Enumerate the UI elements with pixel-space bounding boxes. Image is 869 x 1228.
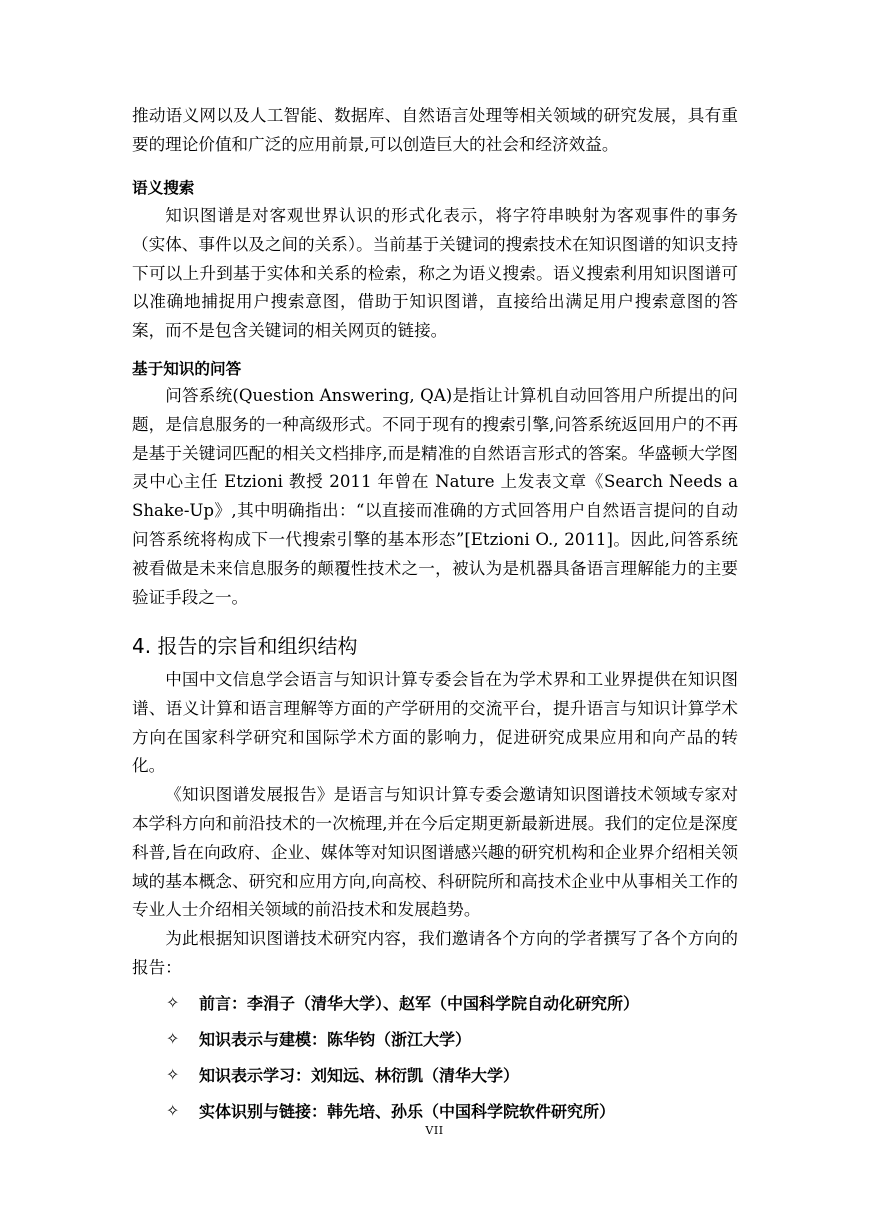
list-item-text: 知识表示与建模：陈华钧（浙江大学）	[199, 1029, 472, 1049]
list-item	[166, 1056, 639, 1092]
qa-section	[132, 382, 738, 612]
diamond-star-icon: ✧	[166, 1100, 180, 1120]
section-4-body	[132, 666, 738, 983]
diamond-star-icon: ✧	[166, 1064, 180, 1084]
page-number: VII	[425, 1124, 444, 1137]
qa-heading: 基于知识的问答	[132, 360, 242, 378]
list-item-text: 知识表示学习：刘知远、林衍凯（清华大学）	[199, 1065, 520, 1085]
semantic-search-paragraph: 知识图谱是对客观世界认识的形式化表示，将字符串映射为客观事件的事务（实体、事件以及之间的关系）。当前基于关键词的搜索技术在知识图谱的知识支持下可以上升到基于实体和关系的检索，称之为语义搜索。语义搜索利用知识图谱可以准确地捕捉用户搜索意图，借助于知识图谱，直接给出满足用户搜索意图的答案，而不是包含关键词的相关网页的链接。	[132, 206, 738, 341]
report-author-list	[166, 984, 639, 1128]
diamond-star-icon: ✧	[166, 1028, 180, 1048]
semantic-search-section	[132, 202, 738, 346]
semantic-search-heading: 语义搜索	[132, 179, 195, 197]
section-4-paragraph-2: 《知识图谱发展报告》是语言与知识计算专委会邀请知识图谱技术领域专家对本学科方向和前沿技术的一次梳理,并在今后定期更新最新进展。我们的定位是深度科普,旨在向政府、企业、媒体等对知识图谱感兴趣的研究机构和企业界介绍相关领域的基本概念、研究和应用方向,向高校、科研院所和高技术企业中从事相关工作的专业人士介绍相关领域的前沿技术和发展趋势。	[132, 785, 738, 920]
list-item	[166, 1020, 639, 1056]
diamond-star-icon: ✧	[166, 992, 180, 1012]
section-4-paragraph-1: 中国中文信息学会语言与知识计算专委会旨在为学术界和工业界提供在知识图谱、语义计算和语言理解等方面的产学研用的交流平台，提升语言与知识计算学术方向在国家科学研究和国际学术方面的影响力，促进研究成果应用和向产品的转化。	[132, 670, 738, 776]
section-4-title: 4. 报告的宗旨和组织结构	[132, 634, 358, 658]
continuation-text: 推动语义网以及人工智能、数据库、自然语言处理等相关领域的研究发展，具有重要的理论价值和广泛的应用前景,可以创造巨大的社会和经济效益。	[132, 106, 738, 154]
list-item	[166, 984, 639, 1020]
section-4-paragraph-3: 为此根据知识图谱技术研究内容，我们邀请各个方向的学者撰写了各个方向的报告：	[132, 929, 738, 977]
list-item-text: 实体识别与链接：韩先培、孙乐（中国科学院软件研究所）	[199, 1101, 616, 1121]
list-item-text: 前言：李涓子（清华大学）、赵军（中国科学院自动化研究所）	[199, 993, 640, 1013]
continuation-paragraph	[132, 102, 738, 160]
qa-paragraph: 问答系统(Question Answering, QA)是指让计算机自动回答用户所提出的问题，是信息服务的一种高级形式。不同于现有的搜索引擎,问答系统返回用户的不再是基于关键词匹配的相关文档排序,而是精准的自然语言形式的答案。华盛顿大学图灵中心主任 Etzioni 教授 2011 年曾在 Nature 上发表文章《Search Needs a Shake-Up》,其中明确指出：“以直接而准确的方式回答用户自然语言提问的自动问答系统将构成下一代搜索引擎的基本形态”[Etzioni O., 2011]。因此,问答系统被看做是未来信息服务的颠覆性技术之一，被认为是机器具备语言理解能力的主要验证手段之一。	[132, 386, 738, 607]
list-item	[166, 1092, 639, 1128]
